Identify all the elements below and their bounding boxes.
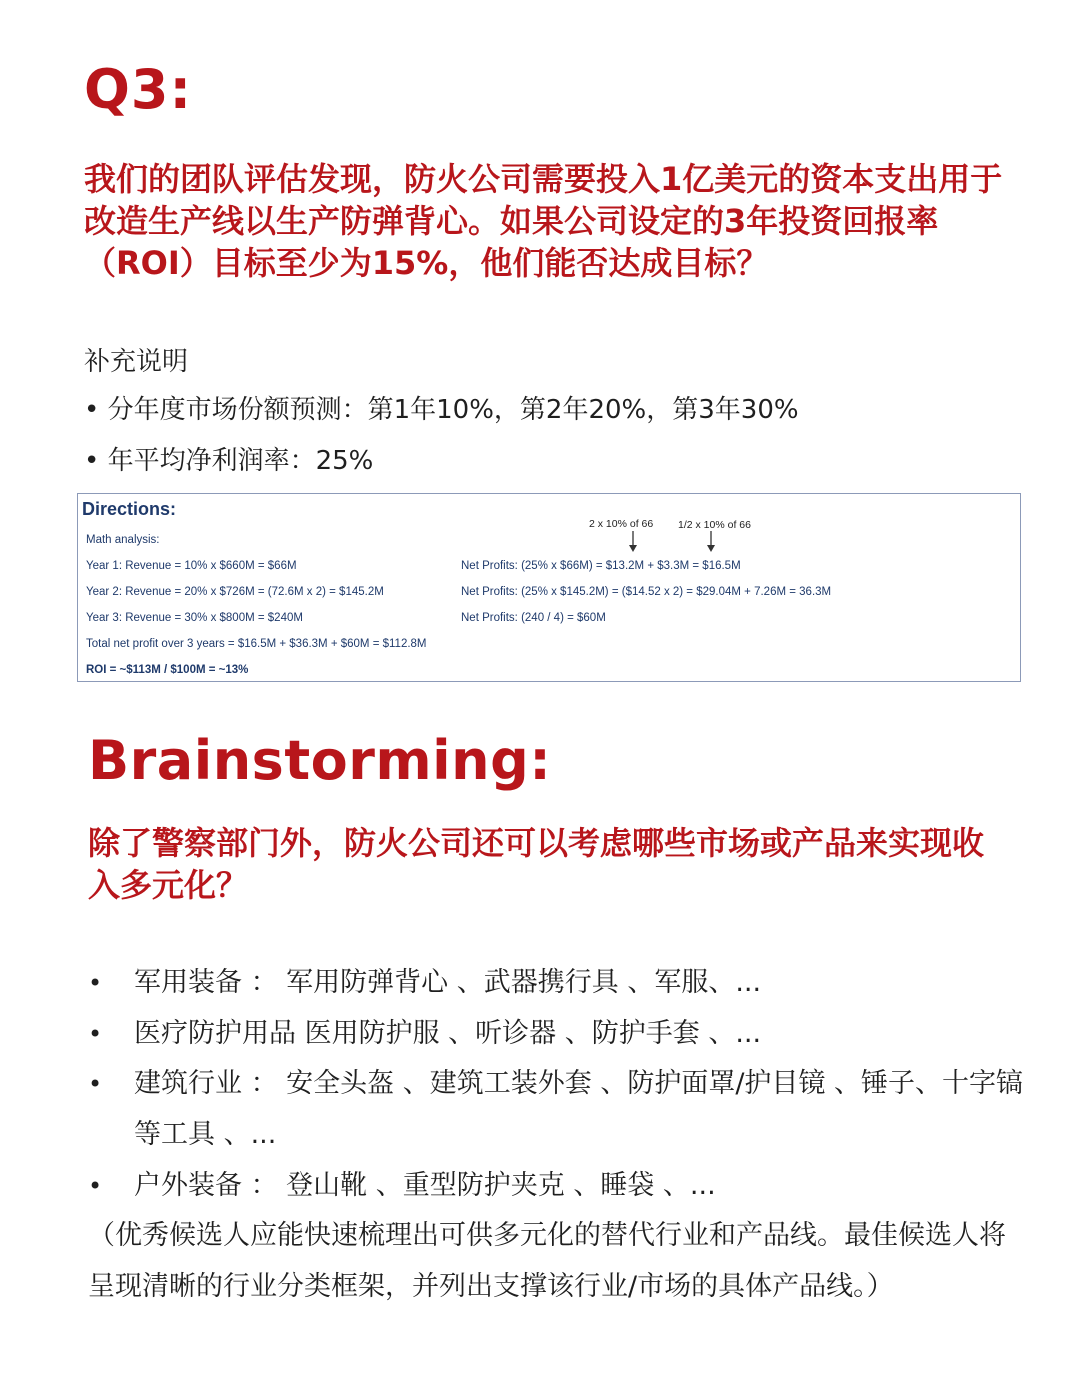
year1-revenue: Year 1: Revenue = 10% x $660M = $66M bbox=[86, 560, 297, 572]
year3-revenue: Year 3: Revenue = 30% x $800M = $240M bbox=[86, 612, 303, 624]
year2-revenue: Year 2: Revenue = 20% x $726M = (72.6M x 2) = $145.2M bbox=[86, 586, 384, 598]
supplement-item-profit-margin: • 年平均净利润率：25% bbox=[84, 446, 374, 476]
total-net-profit: Total net profit over 3 years = $16.5M + $36.3M + $60M = $112.8M bbox=[86, 638, 427, 650]
list-item-medical: 医疗防护用品 医用防护服 、听诊器 、防护手套 、... bbox=[134, 1018, 762, 1049]
supplement-label: 补充说明 bbox=[84, 347, 189, 377]
year2-net-profit: Net Profits: (25% x $145.2M) = ($14.52 x 2) = $29.04M + 7.26M = 36.3M bbox=[461, 586, 832, 598]
year1-net-profit: Net Profits: (25% x $66M) = $13.2M + $3.3M = $16.5M bbox=[461, 560, 741, 572]
brainstorming-title: Brainstorming: bbox=[88, 729, 552, 792]
closing-note: （优秀候选人应能快速梳理出可供多元化的替代行业和产品线。最佳候选人将呈现清晰的行业分类框架，并列出支撑该行业/市场的具体产品线。） bbox=[88, 1220, 1006, 1302]
list-item-outdoor: 户外装备 ： 登山靴 、重型防护夹克 、睡袋 、... bbox=[134, 1170, 716, 1201]
bullet-icon: • bbox=[88, 1070, 103, 1098]
bullet-icon: • bbox=[88, 1172, 103, 1200]
q3-question: 我们的团队评估发现，防火公司需要投入1亿美元的资本支出用于改造生产线以生产防弹背心。如果公司设定的3年投资回报率（ROI）目标至少为15%，他们能否达成目标？ bbox=[84, 160, 1003, 282]
year3-net-profit: Net Profits: (240 / 4) = $60M bbox=[461, 612, 606, 624]
roi-result: ROI = ~$113M / $100M = ~13% bbox=[86, 664, 249, 676]
bullet-icon: • bbox=[88, 1020, 103, 1048]
bullet-icon: • bbox=[88, 969, 103, 997]
annotation-2x10pct: 2 x 10% of 66 bbox=[589, 518, 654, 530]
brainstorming-question: 除了警察部门外，防火公司还可以考虑哪些市场或产品来实现收入多元化？ bbox=[88, 824, 985, 904]
arrow-down-icon bbox=[625, 531, 645, 555]
list-item-construction: 建筑行业 ： 安全头盔 、建筑工装外套 、防护面罩/护目镜 、锤子、十字镐等工具 、... bbox=[134, 1068, 1024, 1150]
q3-title: Q3: bbox=[84, 58, 193, 121]
math-analysis-label: Math analysis: bbox=[86, 534, 160, 546]
list-item-military: 军用装备 ： 军用防弹背心 、武器携行具 、军服、... bbox=[134, 967, 762, 998]
supplement-item-market-share: • 分年度市场份额预测：第1年10%，第2年20%，第3年30% bbox=[84, 395, 799, 425]
annotation-half-10pct: 1/2 x 10% of 66 bbox=[678, 519, 751, 531]
directions-heading: Directions: bbox=[82, 499, 177, 519]
arrow-down-icon bbox=[703, 531, 723, 555]
